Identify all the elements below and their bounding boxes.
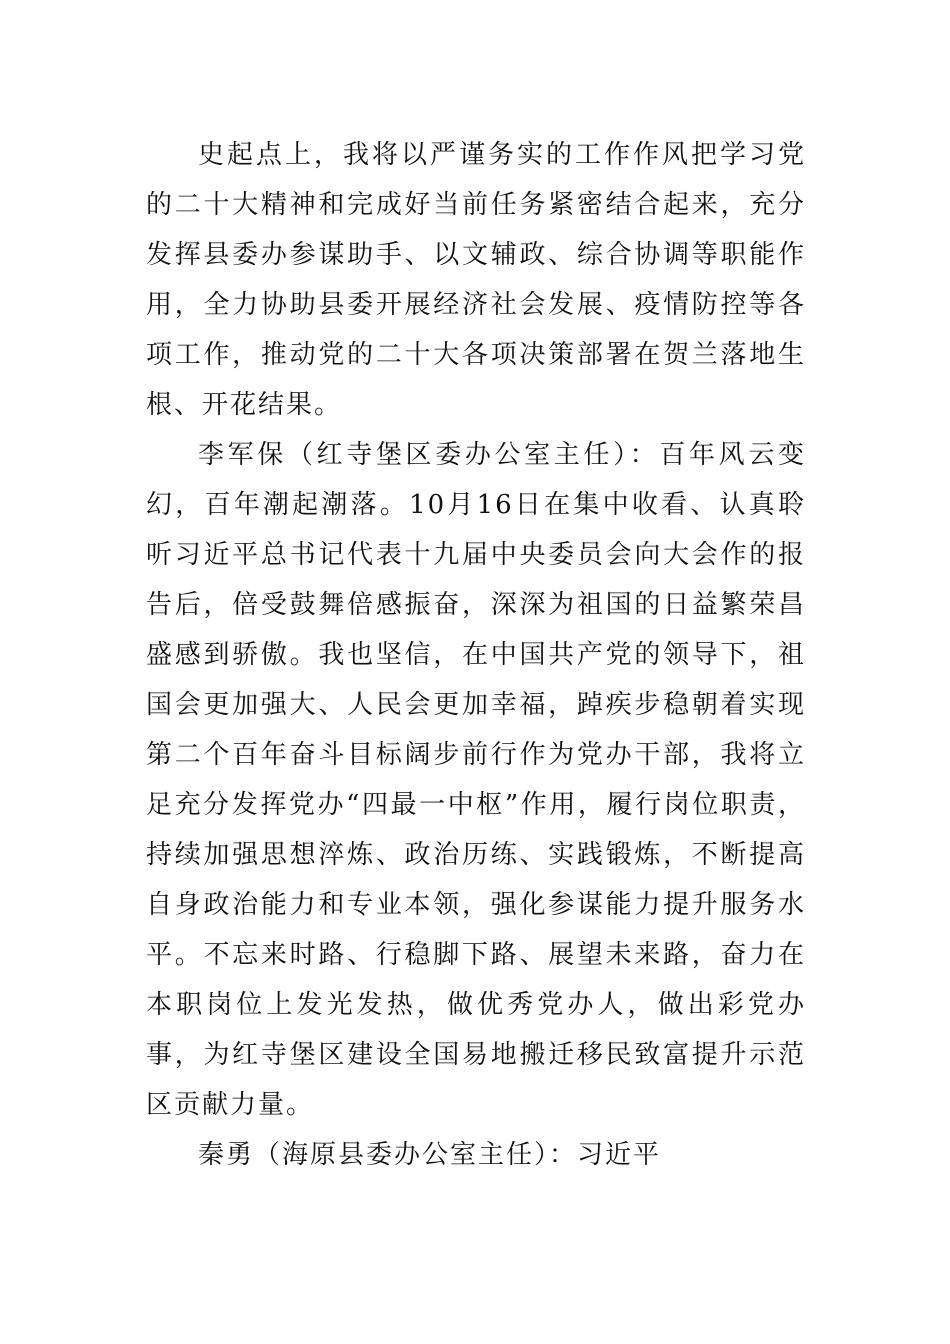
paragraph-3: 秦勇（海原县委办公室主任）：习近平	[198, 1140, 662, 1170]
paragraph-2: 李军保（红寺堡区委办公室主任）：百年风云变幻，百年潮起潮落。10月16日在集中收看、认真聆听习近平总书记代表十九届中央委员会向大会作的报告后，倍受鼓舞倍感振奋，深深为祖国的日益繁荣昌盛感到骄傲。我也坚信，在中国共产党的领导下，祖国会更加强大、人民会更加幸福，踔疾步稳朝着实现第二个百年奋斗目标阔步前行作为党办干部，我将立足充分发挥党办“四最一中枢”作用，履行岗位职责，持续加强思想淬炼、政治历练、实践锻炼，不断提高自身政治能力和专业本领，强化参谋能力提升服务水平。不忘来时路、行稳脚下路、展望未来路，奋力在本职岗位上发光发热，做优秀党办人，做出彩党办事，为红寺堡区建设全国易地搬迁移民致富提升示范区贡献力量。	[146, 440, 806, 1120]
paragraph-1: 史起点上，我将以严谨务实的工作作风把学习党的二十大精神和完成好当前任务紧密结合起来，充分发挥县委办参谋助手、以文辅政、综合协调等职能作用，全力协助县委开展经济社会发展、疫情防控等各项工作，推动党的二十大各项决策部署在贺兰落地生根、开花结果。	[146, 140, 806, 420]
document-body	[146, 130, 806, 1180]
